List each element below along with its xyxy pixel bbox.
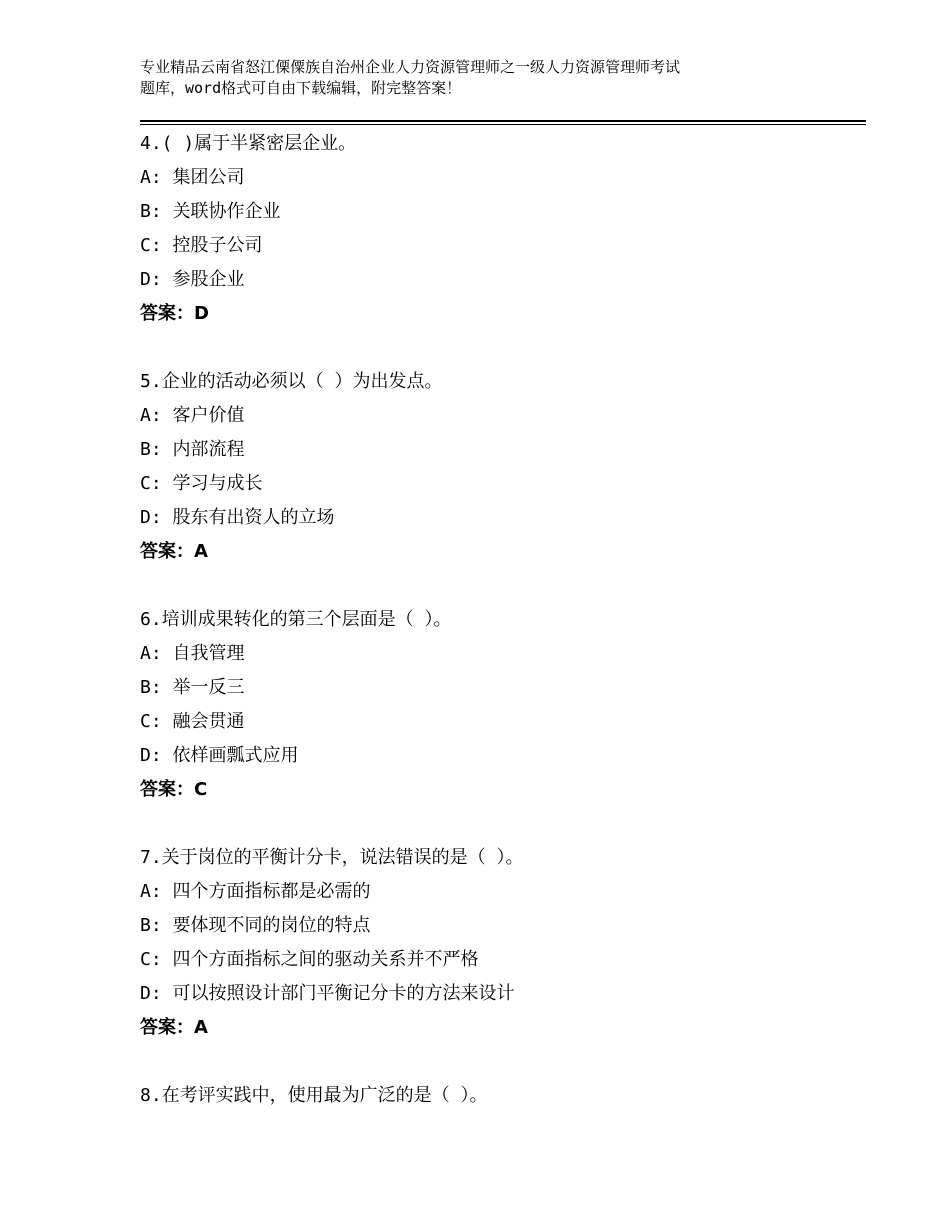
answer-value: C	[194, 779, 208, 800]
option-a: A: 自我管理	[140, 643, 245, 664]
question-stem: 4.( )属于半紧密层企业。	[140, 133, 357, 154]
answer-label: 答案：	[140, 779, 194, 800]
document-header	[140, 57, 840, 99]
question-7	[140, 841, 860, 1045]
question-stem: 6.培训成果转化的第三个层面是（ ）。	[140, 609, 452, 630]
question-6	[140, 603, 860, 807]
header-divider-thin	[140, 124, 866, 125]
answer-line	[140, 773, 860, 807]
answer-value: A	[194, 541, 208, 562]
answer-label: 答案：	[140, 303, 194, 324]
question-stem: 8.在考评实践中，使用最为广泛的是（ ）。	[140, 1085, 488, 1106]
option-d: D: 可以按照设计部门平衡记分卡的方法来设计	[140, 983, 515, 1004]
question-5	[140, 365, 860, 569]
option-c: C: 控股子公司	[140, 235, 263, 256]
option-c: C: 学习与成长	[140, 473, 263, 494]
answer-value: A	[194, 1017, 208, 1038]
option-d: D: 股东有出资人的立场	[140, 507, 335, 528]
question-stem: 7.关于岗位的平衡计分卡，说法错误的是（ ）。	[140, 847, 524, 868]
option-d: D: 参股企业	[140, 269, 245, 290]
option-a: A: 集团公司	[140, 167, 245, 188]
option-a: A: 客户价值	[140, 405, 245, 426]
header-divider-thick	[140, 120, 866, 122]
option-a: A: 四个方面指标都是必需的	[140, 881, 371, 902]
question-list	[140, 127, 860, 1147]
question-4	[140, 127, 860, 331]
answer-line	[140, 1011, 860, 1045]
answer-label: 答案：	[140, 1017, 194, 1038]
header-line-1: 专业精品云南省怒江傈僳族自治州企业人力资源管理师之一级人力资源管理师考试	[140, 58, 681, 76]
answer-line	[140, 297, 860, 331]
question-8	[140, 1079, 860, 1113]
option-b: B: 内部流程	[140, 439, 245, 460]
option-b: B: 举一反三	[140, 677, 245, 698]
option-c: C: 四个方面指标之间的驱动关系并不严格	[140, 949, 479, 970]
option-b: B: 关联协作企业	[140, 201, 281, 222]
question-stem: 5.企业的活动必须以（ ）为出发点。	[140, 371, 443, 392]
option-d: D: 依样画瓢式应用	[140, 745, 299, 766]
answer-label: 答案：	[140, 541, 194, 562]
option-c: C: 融会贯通	[140, 711, 245, 732]
header-line-2: 题库，word格式可自由下载编辑，附完整答案！	[140, 79, 462, 97]
answer-line	[140, 535, 860, 569]
answer-value: D	[194, 303, 209, 324]
option-b: B: 要体现不同的岗位的特点	[140, 915, 371, 936]
